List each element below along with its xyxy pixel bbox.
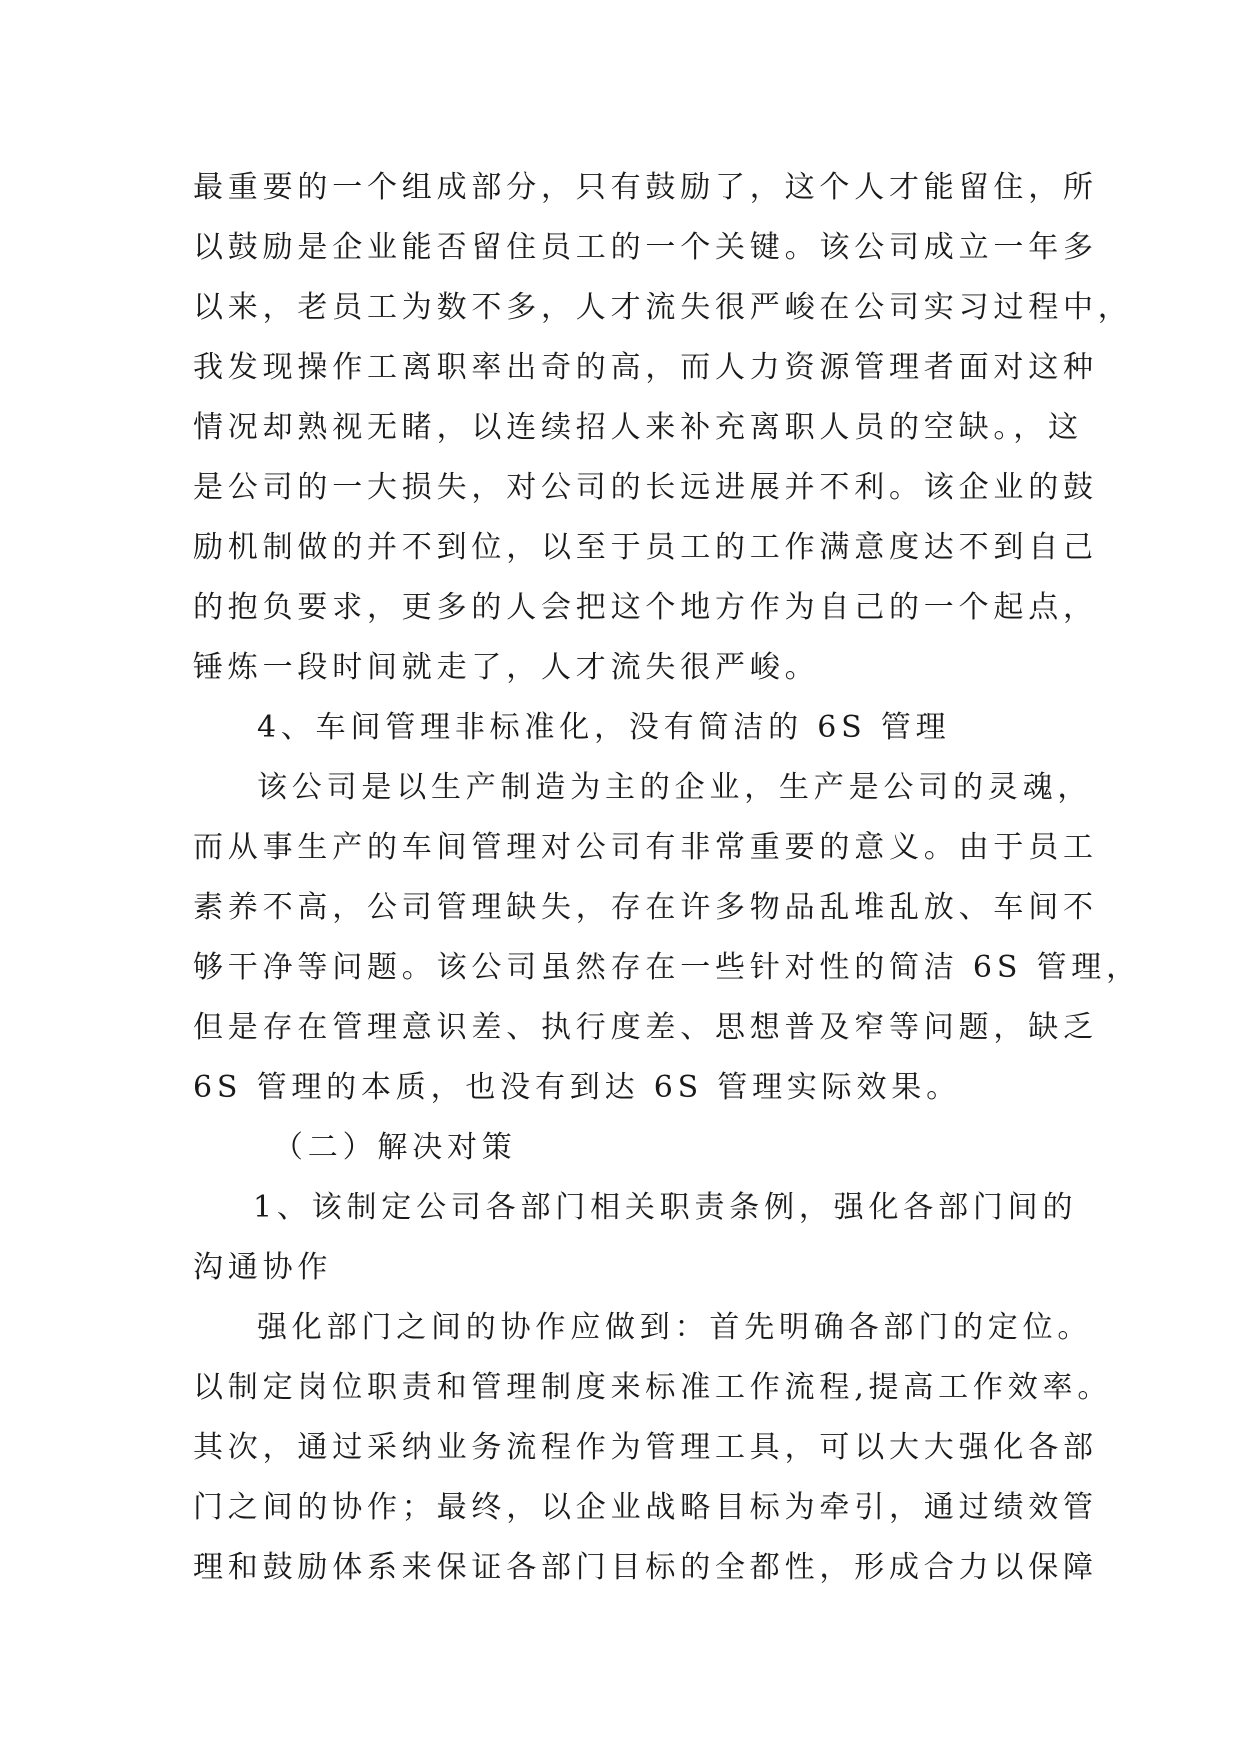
text-line: 其次，通过采纳业务流程作为管理工具，可以大大强化各部 bbox=[193, 1430, 1098, 1465]
text-line: 门之间的协作；最终，以企业战略目标为牵引，通过绩效管 bbox=[193, 1490, 1098, 1525]
text-line: 6S 管理的本质，也没有到达 6S 管理实际效果。 bbox=[193, 1070, 961, 1105]
body-text bbox=[193, 158, 1141, 1598]
text-line: 是公司的一大损失，对公司的长远进展并不利。该企业的鼓 bbox=[193, 470, 1098, 505]
text-line: 但是存在管理意识差、执行度差、思想普及窄等问题，缺乏 bbox=[193, 1010, 1098, 1045]
text-line: 而从事生产的车间管理对公司有非常重要的意义。由于员工 bbox=[193, 830, 1098, 865]
subsection-heading: （二）解决对策 bbox=[273, 1130, 517, 1165]
text-line: 锤炼一段时间就走了，人才流失很严峻。 bbox=[193, 650, 820, 685]
text-line: 我发现操作工离职率出奇的高，而人力资源管理者面对这种 bbox=[193, 350, 1098, 385]
text-line: 以制定岗位职责和管理制度来标准工作流程,提高工作效率。 bbox=[193, 1370, 1113, 1405]
text-line: 励机制做的并不到位，以至于员工的工作满意度达不到自己 bbox=[193, 530, 1098, 565]
text-line: 以鼓励是企业能否留住员工的一个关键。该公司成立一年多 bbox=[193, 230, 1098, 265]
paragraph-first-line: 该公司是以生产制造为主的企业，生产是公司的灵魂， bbox=[257, 770, 1093, 805]
text-line: 理和鼓励体系来保证各部门目标的全都性，形成合力以保障 bbox=[193, 1550, 1098, 1585]
section-heading-continued: 沟通协作 bbox=[193, 1250, 333, 1285]
text-line: 以来，老员工为数不多，人才流失很严峻在公司实习过程中， bbox=[193, 290, 1133, 325]
text-line: 的抱负要求，更多的人会把这个地方作为自己的一个起点， bbox=[193, 590, 1098, 625]
text-line: 最重要的一个组成部分，只有鼓励了，这个人才能留住，所 bbox=[193, 170, 1098, 205]
section-heading: 4、车间管理非标准化，没有简洁的 6S 管理 bbox=[257, 710, 951, 745]
paragraph-first-line: 强化部门之间的协作应做到：首先明确各部门的定位。 bbox=[257, 1310, 1093, 1345]
section-heading: 1、该制定公司各部门相关职责条例，强化各部门间的 bbox=[253, 1190, 1078, 1225]
text-line: 素养不高，公司管理缺失，存在许多物品乱堆乱放、车间不 bbox=[193, 890, 1098, 925]
text-line: 情况却熟视无睹，以连续招人来补充离职人员的空缺。，这 bbox=[193, 410, 1083, 445]
text-line: 够干净等问题。该公司虽然存在一些针对性的简洁 6S 管理， bbox=[193, 950, 1141, 985]
